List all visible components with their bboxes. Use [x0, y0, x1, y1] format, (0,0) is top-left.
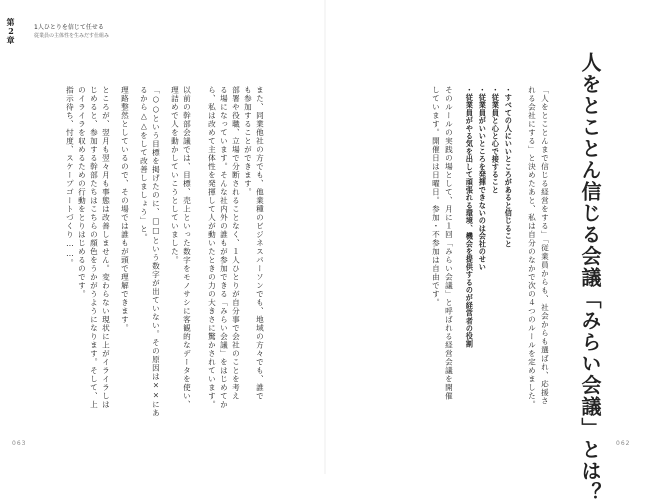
left-col-13: のイライラを収めるための行動をとりはじめるのです。 [77, 86, 87, 299]
chapter-title: 1人ひとりを信じて任せる [34, 24, 104, 31]
rule-item-2: ・従業員と心と心で接すること [491, 86, 501, 194]
chapter-label: 第2章 [6, 18, 16, 44]
page-number-left: 063 [12, 440, 27, 447]
left-col-8: 「○○という目標を掲げたのに、□□という数字が出ていない。その原因は××にあ [151, 86, 161, 418]
left-col-5: ら、私は改めて主体性を発揮して人が動いたときの力の大きさに驚かされています。 [207, 86, 217, 409]
rule-item-3: ・従業員がいいところを発揮できないのは会社のせい [478, 86, 488, 271]
right-col-7: そのルールの実践の場として、月に１回「みらい会議」と呼ばれる経営会議を開催 [444, 86, 454, 401]
left-col-12: じめると、参加する幹部たちはこちらの顔色をうかがうようになります。そして、上 [89, 86, 99, 409]
page-title: 人をとことん信じる会議「みらい会議」とは？ [578, 52, 602, 504]
left-col-11: ところが、翌月も翌々月も事態は改善しません。変わらない現状に上がイライラしは [101, 86, 111, 409]
right-col-8: しています。開催日は日曜日。参加・不参加は自由です。 [431, 86, 441, 307]
left-col-9: るから△△をして改善しましょう」と。 [139, 86, 149, 242]
left-col-4: る場になっています。そんな社内外の誰もが参加できる「みらい会議」をはじめてか [219, 86, 229, 409]
rule-item-1: ・すべての人にいいところがあると信じること [504, 86, 514, 248]
page-number-right: 062 [616, 440, 631, 447]
left-col-10: 理路整然としているので、その場では誰もが頭で理解できます。 [120, 86, 130, 333]
page-gutter [324, 0, 326, 474]
left-col-3: 部署や役職、立場で分断されることなく、１人ひとりが自分事で会社のことを考え [231, 86, 241, 401]
right-col-1: 「人をとことんまで信じる経営をする」「従業員からも、社会からも選ばれ、応援さ [540, 86, 550, 406]
left-col-6: 以前の幹部会議では、目標、売上といった数字をモノサシに客観的なデータを使い、 [182, 86, 192, 409]
left-col-14: 指示待ち、忖度、スケープゴートづくり……。 [65, 86, 75, 268]
left-col-2: も参加することができます。 [243, 86, 253, 197]
chapter-subtitle: 従業員の主体性を生みだす仕組み [34, 33, 110, 39]
rule-item-4: ・従業員がやる気を出して頑張れる環境、機会を提供するのが経営者の役割 [465, 86, 475, 348]
left-col-1: また、同業他社の方でも、他業種のビジネスパーソンでも、地域の方々でも、誰で [255, 86, 265, 401]
left-col-7: 理詰めで人を動かしていこうとしていました。 [170, 86, 180, 265]
right-col-2: れる会社にする」と決めたあと、私は自分のなかで次の４つのルールを定めました。 [527, 86, 537, 409]
